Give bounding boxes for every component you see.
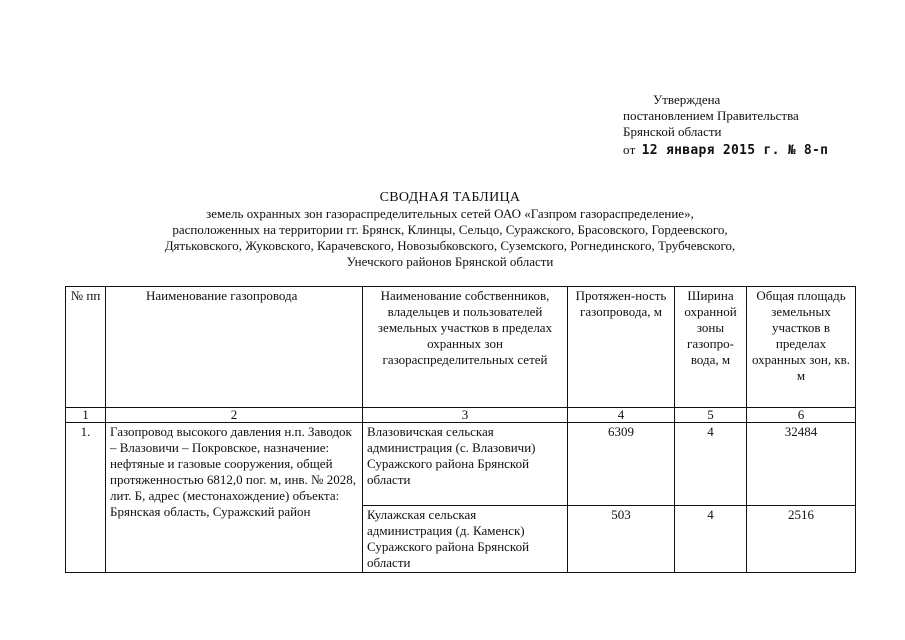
approval-number: 8-п — [803, 143, 829, 158]
column-number: 6 — [747, 408, 856, 423]
pipeline-length: 503 — [568, 506, 675, 573]
header-owners: Наименование собственников, владельцев и пользователей земельных участков в пределах охранных зон газораспределительных сетей — [363, 287, 568, 408]
title-line-4: Унечского районов Брянской области — [346, 254, 554, 269]
approval-line-approved: Утверждена — [653, 92, 721, 107]
zone-area: 2516 — [747, 506, 856, 573]
approval-date-line — [623, 142, 836, 159]
table-row — [66, 423, 856, 506]
title-line-1: земель охранных зон газораспределительных сетей ОАО «Газпром газораспределение», — [206, 206, 694, 221]
zone-area: 32484 — [747, 423, 856, 506]
approval-date: 12 января 2015 г. — [641, 143, 780, 158]
approval-line-decree: постановлением Правительства — [623, 108, 799, 123]
title-line-3: Дятьковского, Жуковского, Карачевского, Новозыбковского, Суземского, Рогнединского, Трубчевского, — [164, 238, 736, 253]
title-line-2: расположенных на территории гг. Брянск, Клинцы, Сельцо, Суражского, Брасовского, Гордеевского, — [172, 222, 728, 237]
column-number: 2 — [106, 408, 363, 423]
document-title: СВОДНАЯ ТАБЛИЦА — [379, 190, 521, 205]
column-number: 5 — [675, 408, 747, 423]
pipeline-description: Газопровод высокого давления н.п. Заводок – Влазовичи – Покровское, назначение: нефтяные и газовые сооружения, общей протяженностью 6812,0 пог. м, инв. № 2028, лит. Б, адрес (местонахождение) объекта: Брянская область, Суражский район — [106, 423, 363, 573]
row-number: 1. — [66, 423, 106, 573]
pipeline-length: 6309 — [568, 423, 675, 506]
owner-name: Влазовичская сельская администрация (с. Влазовичи) Суражского района Брянской области — [363, 423, 568, 506]
header-pipeline-name: Наименование газопровода — [106, 287, 363, 408]
header-length: Протяжен-ность газопровода, м — [568, 287, 675, 408]
zone-width: 4 — [675, 506, 747, 573]
document-title-block — [60, 190, 840, 270]
header-number: № пп — [66, 287, 106, 408]
approval-number-label: № — [787, 143, 796, 158]
zone-width: 4 — [675, 423, 747, 506]
approval-date-prefix: от — [623, 142, 636, 157]
approval-stamp — [623, 92, 836, 159]
column-number: 4 — [568, 408, 675, 423]
column-number: 3 — [363, 408, 568, 423]
approval-line-region: Брянской области — [623, 124, 722, 139]
owner-name: Кулажская сельская администрация (д. Каменск) Суражского района Брянской области — [363, 506, 568, 573]
summary-table — [65, 286, 856, 573]
header-zone-width: Ширина охранной зоны газопро-вода, м — [675, 287, 747, 408]
column-number-row — [66, 408, 856, 423]
column-number: 1 — [66, 408, 106, 423]
table-header-row — [66, 287, 856, 408]
header-total-area: Общая площадь земельных участков в пределах охранных зон, кв. м — [747, 287, 856, 408]
